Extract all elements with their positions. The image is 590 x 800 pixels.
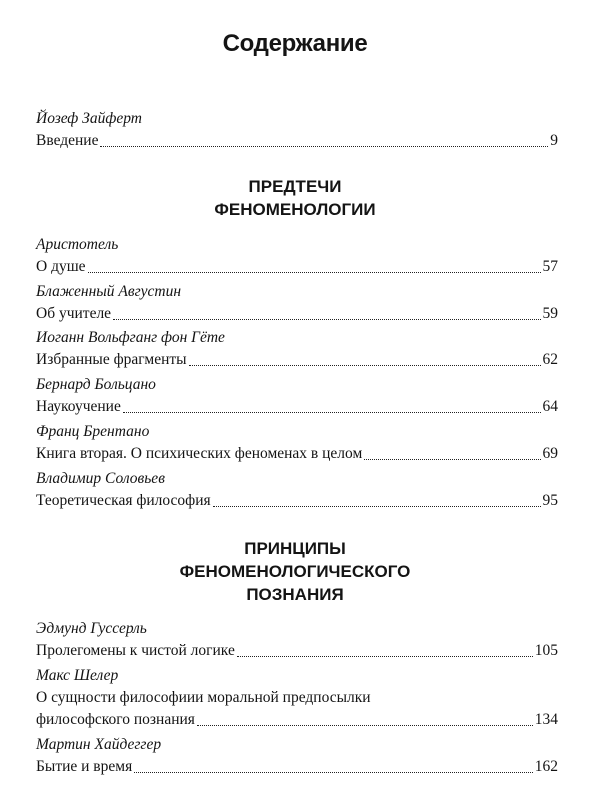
toc-entry-scheler xyxy=(36,665,558,731)
toc-line[interactable] xyxy=(36,349,558,371)
toc-line[interactable] xyxy=(36,443,558,465)
toc-page-number: 69 xyxy=(542,445,558,462)
toc-author: Аристотель xyxy=(36,236,119,253)
section-heading-predtechi xyxy=(0,175,590,221)
toc-line[interactable] xyxy=(36,756,558,778)
dot-leader xyxy=(364,459,540,460)
toc-title: Теоретическая философия xyxy=(36,492,211,509)
toc-entry-brentano xyxy=(36,421,558,465)
toc-line[interactable] xyxy=(36,640,558,662)
section-heading-printsipy xyxy=(0,537,590,606)
toc-title: Об учителе xyxy=(36,305,112,322)
toc-author: Мартин Хайдеггер xyxy=(36,736,162,753)
toc-page-number: 57 xyxy=(542,258,558,275)
toc-title: философского познания xyxy=(36,711,195,728)
toc-author: Бернард Больцано xyxy=(36,376,156,393)
toc-page-number: 134 xyxy=(534,711,558,728)
dot-leader xyxy=(100,146,548,147)
toc-line[interactable] xyxy=(36,130,558,152)
section-heading-line: ФЕНОМЕНОЛОГИЧЕСКОГО xyxy=(179,562,411,581)
toc-entry-solovyov xyxy=(36,468,558,512)
toc-entry-aristotle xyxy=(36,234,558,278)
toc-line[interactable] xyxy=(36,256,558,278)
dot-leader xyxy=(237,656,533,657)
toc-author: Макс Шелер xyxy=(36,667,119,684)
toc-line[interactable] xyxy=(36,396,558,418)
section-heading-line: ПРИНЦИПЫ xyxy=(244,539,346,558)
toc-page-number: 9 xyxy=(550,132,558,149)
toc-author: Блаженный Августин xyxy=(36,283,182,300)
dot-leader xyxy=(123,412,541,413)
toc-line[interactable] xyxy=(36,490,558,512)
toc-entry-zayfert xyxy=(36,108,558,152)
toc-entry-goethe xyxy=(36,327,558,371)
toc-title: Избранные фрагменты xyxy=(36,351,187,368)
toc-entry-heidegger xyxy=(36,734,558,778)
toc-title: Бытие и время xyxy=(36,758,133,775)
section-heading-line: ПРЕДТЕЧИ xyxy=(248,177,342,196)
toc-author: Франц Брентано xyxy=(36,423,150,440)
dot-leader xyxy=(189,365,541,366)
toc-title: Введение xyxy=(36,132,99,149)
toc-page-number: 62 xyxy=(542,351,558,368)
toc-page-number: 59 xyxy=(542,305,558,322)
dot-leader xyxy=(134,772,533,773)
dot-leader xyxy=(213,506,541,507)
toc-title: Книга вторая. О психических феноменах в целом xyxy=(36,445,363,462)
toc-author: Владимир Соловьев xyxy=(36,470,165,487)
toc-title: Пролегомены к чистой логике xyxy=(36,642,235,659)
toc-page-number: 105 xyxy=(534,642,558,659)
page-title: Содержание xyxy=(222,30,368,57)
toc-entry-bolzano xyxy=(36,374,558,418)
toc-author: Эдмунд Гуссерль xyxy=(36,620,147,637)
toc-title-first-line[interactable]: О сущности философиии моральной предпосылки xyxy=(36,689,371,706)
toc-title: О душе xyxy=(36,258,86,275)
toc-page-number: 95 xyxy=(542,492,558,509)
toc-author: Иоганн Вольфганг фон Гёте xyxy=(36,329,225,346)
toc-title: Наукоучение xyxy=(36,398,121,415)
dot-leader xyxy=(197,725,533,726)
dot-leader xyxy=(88,272,541,273)
section-heading-line: ПОЗНАНИЯ xyxy=(246,585,344,604)
toc-author: Йозеф Зайферт xyxy=(36,110,142,127)
toc-line[interactable] xyxy=(36,303,558,325)
toc-entry-husserl xyxy=(36,618,558,662)
toc-page-number: 64 xyxy=(542,398,558,415)
toc-page-number: 162 xyxy=(534,758,558,775)
toc-line[interactable] xyxy=(36,709,558,731)
section-heading-line: ФЕНОМЕНОЛОГИИ xyxy=(214,200,376,219)
toc-entry-augustine xyxy=(36,281,558,325)
dot-leader xyxy=(113,319,540,320)
